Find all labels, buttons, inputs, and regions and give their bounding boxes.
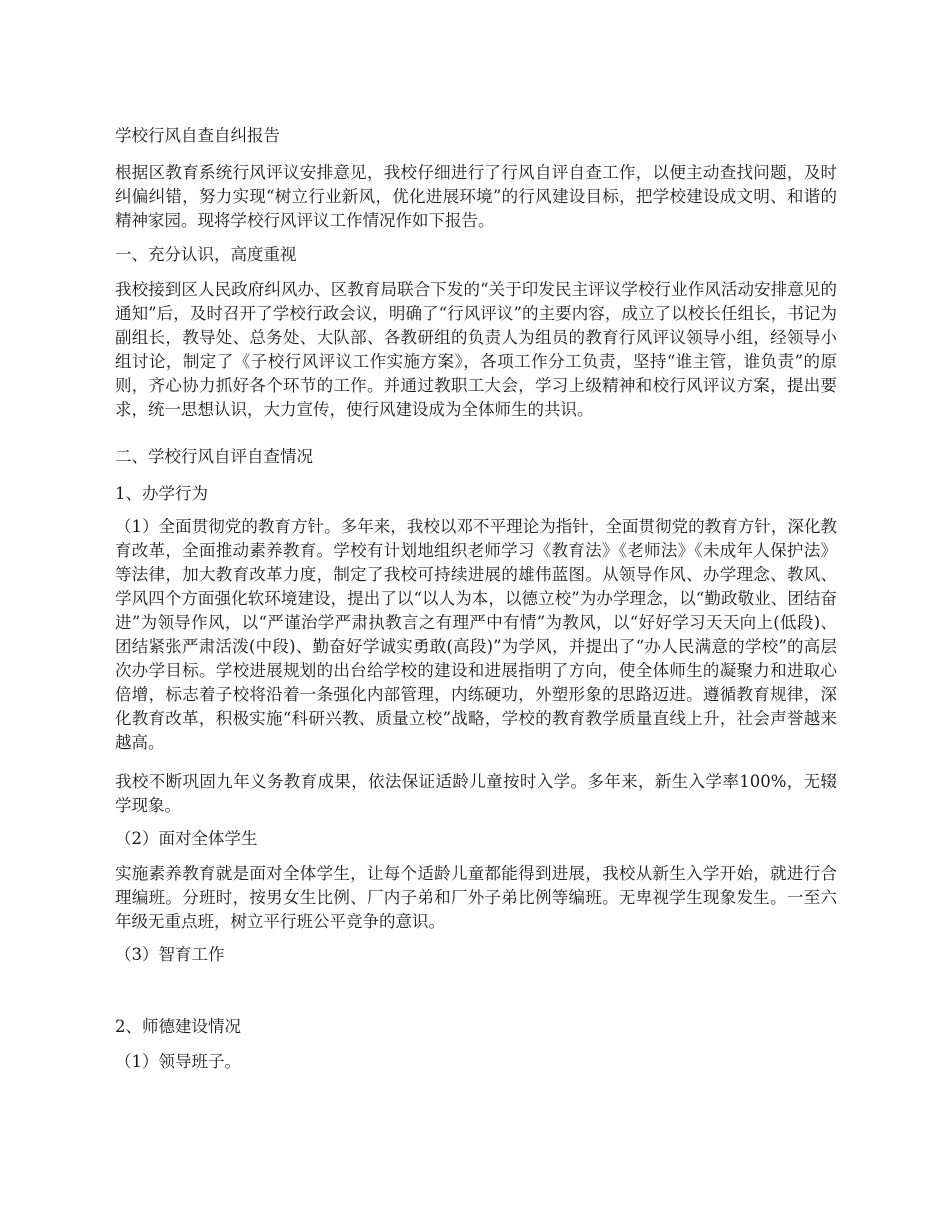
document-title: 学校行风自查自纠报告 <box>115 126 280 145</box>
item-1-paragraph: （1）全面贯彻党的教育方针。多年来，我校以邓不平理论为指针，全面贯彻党的教育方针，深化教育改革，全面推动素养教育。学校有计划地组织老师学习《教育法》《老师法》《未成年人保护法》等法律，加大教育改革力度，制定了我校可持续进展的雄伟蓝图。从领导作风、办学理念、教风、学风四个方面强化软环境建设，提出了以“以人为本，以德立校”为办学理念，以“勤政敬业、团结奋进”为领导作风，以“严谨治学严肃执教言之有理严中有情”为教风，以“好好学习天天向上(低段)、团结紧张严肃活泼(中段)、勤奋好学诚实勇敢(高段)”为学风，并提出了“办人民满意的学校”的高层次办学目标。学校进展规划的出台给学校的建设和进展指明了方向，使全体师生的凝聚力和进取心倍增，标志着子校将沿着一条强化内部管理，内练硬功，外塑形象的思路迈进。遵循教育规律，深化教育改革，积极实施“科研兴教、质量立校”战略，学校的教育教学质量直线上升，社会声誉越来越高。 <box>115 517 837 752</box>
item-2-body: 实施素养教育就是面对全体学生，让每个适龄儿童都能得到进展，我校从新生入学开始，就进行合理编班。分班时，按男女生比例、厂内子弟和厂外子弟比例等编班。无卑视学生现象发生。一至六年级无重点班，树立平行班公平竞争的意识。 <box>115 864 837 931</box>
section-1-body: 我校接到区人民政府纠风办、区教育局联合下发的“关于印发民主评议学校行业作风活动安排意见的通知”后，及时召开了学校行政会议，明确了“行风评议”的主要内容，成立了以校长任组长，书记为副组长，教导处、总务处、大队部、各教研组的负责人为组员的教育行风评议领导小组，经领导小组讨论，制定了《子校行风评议工作实施方案》，各项工作分工负责，坚持“谁主管，谁负责”的原则，齐心协力抓好各个环节的工作。并通过教职工大会，学习上级精神和校行风评议方案，提出要求，统一思想认识，大力宣传，使行风建设成为全体师生的共识。 <box>115 280 837 419</box>
subsection-2-heading: 2、师德建设情况 <box>115 1017 241 1036</box>
item-1-extra-paragraph: 我校不断巩固九年义务教育成果，依法保证适龄儿童按时入学。多年来，新生入学率100%，无辍学现象。 <box>115 772 837 815</box>
subsection-2-item-1-heading: （1）领导班子。 <box>115 1052 241 1071</box>
section-1-heading: 一、充分认识，高度重视 <box>115 245 297 264</box>
intro-paragraph: 根据区教育系统行风评议安排意见，我校仔细进行了行风自评自查工作，以便主动查找问题，及时纠偏纠错，努力实现“树立行业新风，优化进展环境”的行风建设目标，把学校建设成文明、和谐的精神家园。现将学校行风评议工作情况作如下报告。 <box>115 163 837 230</box>
section-2-heading: 二、学校行风自评自查情况 <box>115 447 313 466</box>
subsection-1-heading: 1、办学行为 <box>115 484 208 503</box>
item-3-heading: （3）智育工作 <box>115 945 225 964</box>
item-2-heading: （2）面对全体学生 <box>115 829 258 848</box>
